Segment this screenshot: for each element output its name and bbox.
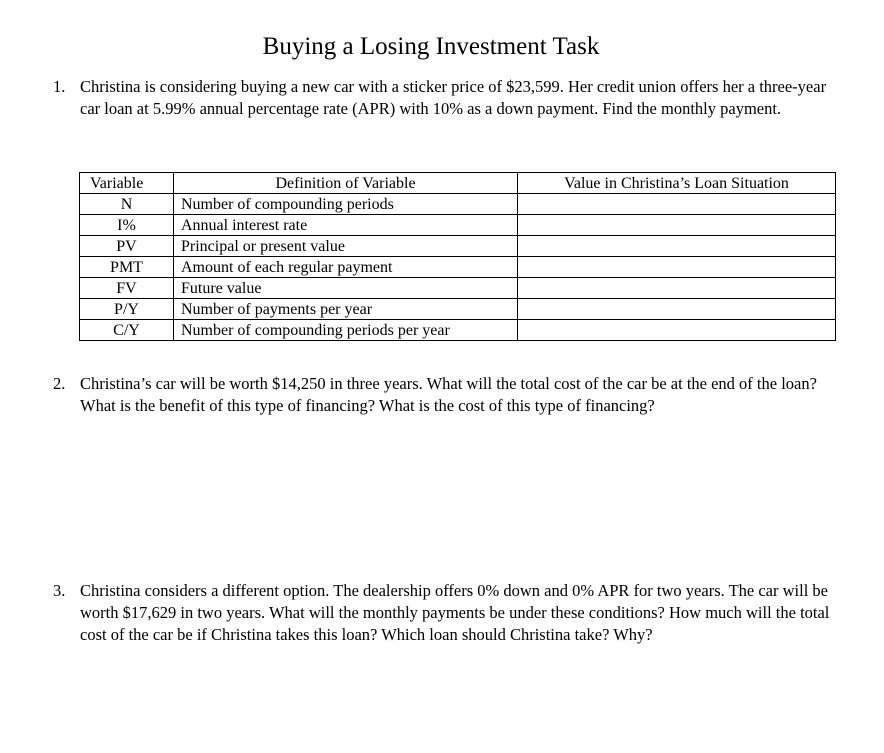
table-row	[80, 320, 836, 341]
variable-cell: N	[80, 194, 174, 215]
question-text: Christina is considering buying a new car with a sticker price of $23,599. Her credit union offers her a three-year car loan at 5.99% annual percentage rate (APR) with 10% as a down payment. Find the monthly payment.	[80, 77, 827, 118]
table-row	[80, 278, 836, 299]
definition-cell: Number of compounding periods per year	[174, 320, 518, 341]
question-text: Christina considers a different option. The dealership offers 0% down and 0% APR for two years. The car will be worth $17,629 in two years. What will the monthly payments be under these conditions? How much will the total cost of the car be if Christina takes this loan? Which loan should Christina take? Why?	[80, 581, 830, 644]
table-row	[80, 299, 836, 320]
variable-cell: PMT	[80, 257, 174, 278]
value-cell[interactable]	[518, 194, 836, 215]
variable-cell: I%	[80, 215, 174, 236]
header-definition: Definition of Variable	[174, 173, 518, 194]
value-cell[interactable]	[518, 299, 836, 320]
table-row	[80, 236, 836, 257]
value-cell[interactable]	[518, 320, 836, 341]
question-1	[53, 76, 843, 120]
question-number: 1.	[53, 77, 66, 96]
variable-cell: PV	[80, 236, 174, 257]
question-number: 2.	[53, 374, 66, 393]
table-row	[80, 194, 836, 215]
question-2	[53, 373, 843, 417]
value-cell[interactable]	[518, 278, 836, 299]
value-cell[interactable]	[518, 236, 836, 257]
variables-table	[79, 172, 836, 341]
definition-cell: Number of payments per year	[174, 299, 518, 320]
question-3	[53, 580, 843, 646]
header-value: Value in Christina’s Loan Situation	[518, 173, 836, 194]
page-title: Buying a Losing Investment Task	[262, 33, 600, 60]
value-cell[interactable]	[518, 215, 836, 236]
definition-cell: Amount of each regular payment	[174, 257, 518, 278]
table-row	[80, 257, 836, 278]
value-cell[interactable]	[518, 257, 836, 278]
definition-cell: Annual interest rate	[174, 215, 518, 236]
definition-cell: Number of compounding periods	[174, 194, 518, 215]
table-header-row	[80, 173, 836, 194]
variable-cell: FV	[80, 278, 174, 299]
definition-cell: Future value	[174, 278, 518, 299]
definition-cell: Principal or present value	[174, 236, 518, 257]
header-variable: Variable	[80, 173, 174, 194]
question-number: 3.	[53, 581, 66, 600]
variable-cell: P/Y	[80, 299, 174, 320]
table-row	[80, 215, 836, 236]
variable-cell: C/Y	[80, 320, 174, 341]
question-text: Christina’s car will be worth $14,250 in three years. What will the total cost of the car be at the end of the loan? What is the benefit of this type of financing? What is the cost of this type of financing?	[80, 374, 817, 415]
